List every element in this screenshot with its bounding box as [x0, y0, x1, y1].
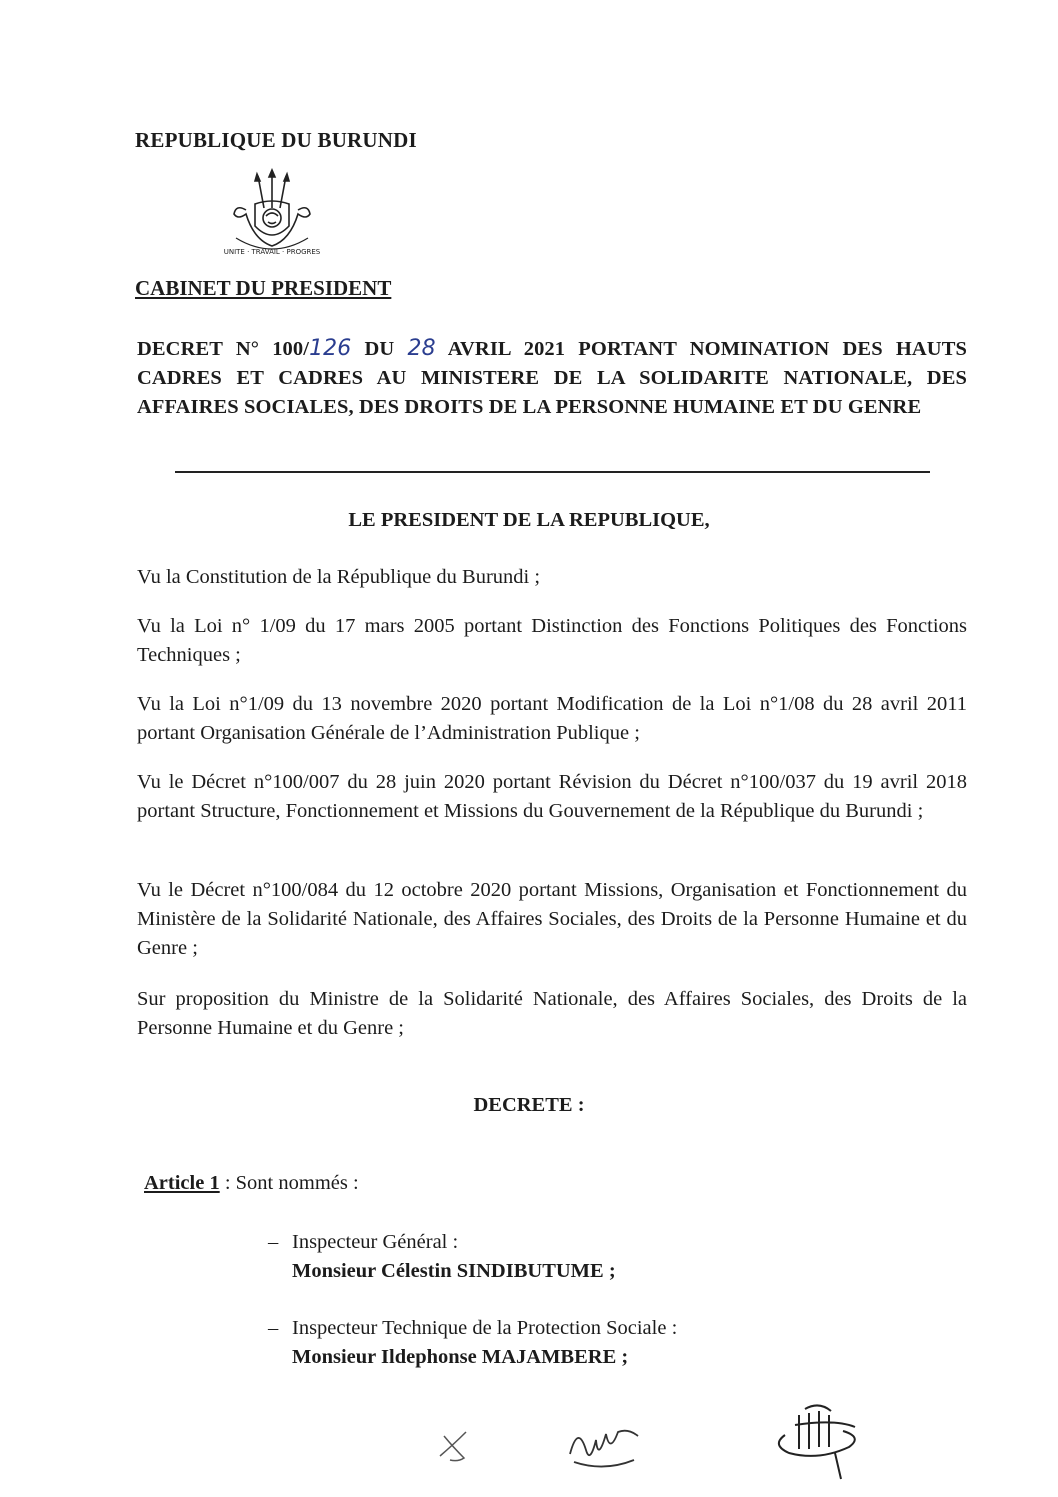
- appointment-item: [268, 1314, 677, 1372]
- initial-mark-icon: [430, 1418, 480, 1468]
- president-signature-icon: [765, 1395, 875, 1485]
- article-1: [144, 1172, 359, 1195]
- preamble-paragraph: Vu le Décret n°100/084 du 12 octobre 2020 portant Missions, Organisation et Fonctionnement du Ministère de la Solidarité Nationale, des Affaires Sociales, des Droits de la Personne Humaine et du Genre ;: [137, 879, 967, 959]
- article-1-label: Article 1: [144, 1172, 220, 1194]
- preamble-paragraph: Vu la Loi n°1/09 du 13 novembre 2020 portant Modification de la Loi n°1/08 du 28 avril 2011 portant Organisation Générale de l’Administration Publique ;: [137, 693, 967, 744]
- title-divider: [175, 471, 930, 473]
- appointment-role: Inspecteur Général :: [292, 1231, 459, 1253]
- appointee-name: Monsieur Ildephonse MAJAMBERE ;: [292, 1346, 629, 1368]
- emblem-motto: UNITE · TRAVAIL · PROGRES: [223, 248, 321, 256]
- republic-heading: REPUBLIQUE DU BURUNDI: [135, 128, 417, 152]
- preamble-paragraph: Vu le Décret n°100/007 du 28 juin 2020 portant Révision du Décret n°100/037 du 19 avril 2018 portant Structure, Fonctionnement et Missions du Gouvernement de la République du Burundi ;: [137, 771, 967, 822]
- preamble-paragraph: Vu la Constitution de la République du Burundi ;: [137, 566, 541, 588]
- preamble-paragraph: Vu la Loi n° 1/09 du 17 mars 2005 portant Distinction des Fonctions Politiques des Fonctions Techniques ;: [137, 615, 967, 666]
- decree-title-prefix: DECRET N° 100/: [137, 338, 310, 360]
- decree-number-handwritten: 126: [309, 336, 352, 361]
- decree-title-mid: DU: [351, 338, 408, 360]
- dash-bullet-icon: –: [268, 1317, 279, 1339]
- appointment-item: [268, 1228, 616, 1286]
- dash-bullet-icon: –: [268, 1231, 279, 1253]
- appointee-name: Monsieur Célestin SINDIBUTUME ;: [292, 1260, 616, 1282]
- preamble-paragraph: Sur proposition du Ministre de la Solidarité Nationale, des Affaires Sociales, des Droits de la Personne Humaine et du Genre ;: [137, 988, 967, 1039]
- president-heading: LE PRESIDENT DE LA REPUBLIQUE,: [348, 509, 710, 531]
- article-1-text: : Sont nommés :: [219, 1172, 359, 1194]
- decrete-heading: DECRETE :: [473, 1094, 585, 1116]
- decree-day-handwritten: 28: [407, 336, 436, 361]
- appointment-role: Inspecteur Technique de la Protection Sociale :: [292, 1317, 678, 1339]
- coat-of-arms-emblem: [222, 168, 322, 268]
- cabinet-heading: CABINET DU PRESIDENT: [135, 276, 392, 300]
- decree-title: [137, 334, 967, 422]
- decree-title-rest: AVRIL 2021 PORTANT NOMINATION DES HAUTS CADRES ET CADRES AU MINISTERE DE LA SOLIDARITE NATIONALE, DES AFFAIRES SOCIALES, DES DROITS DE LA PERSONNE HUMAINE ET DU GENRE: [137, 338, 967, 418]
- signature-initials-icon: [560, 1418, 650, 1478]
